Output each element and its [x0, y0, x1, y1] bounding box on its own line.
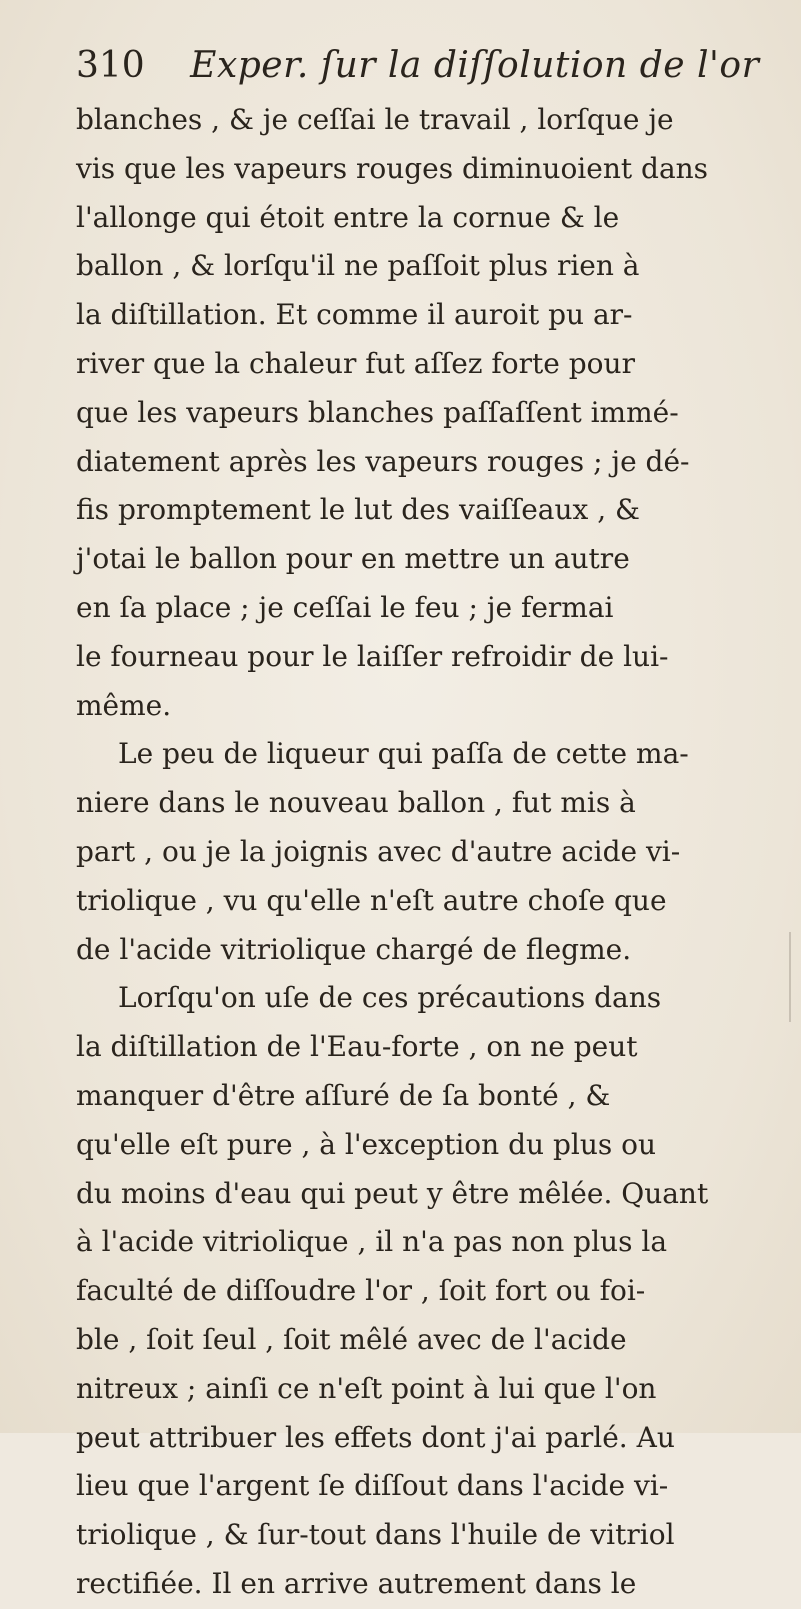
text-line: ble , ſoit ſeul , ſoit mêlé avec de l'acide — [76, 1322, 627, 1356]
text-line: niere dans le nouveau ballon , fut mis à — [76, 786, 636, 820]
text-line: que les vapeurs blanches paſſaſſent immé- — [76, 395, 679, 429]
body-text — [76, 96, 796, 1609]
text-line: ballon , & lorſqu'il ne paſſoit plus rien à — [76, 249, 640, 283]
text-line: lieu que l'argent ſe diſſout dans l'acide vi- — [76, 1469, 669, 1503]
text-line: l'allonge qui étoit entre la cornue & le — [76, 200, 620, 234]
text-line: à l'acide vitriolique , il n'a pas non plus la — [76, 1225, 668, 1259]
text-line: faculté de diſſoudre l'or , ſoit fort ou foi- — [76, 1274, 646, 1308]
text-line: peut attribuer les effets dont j'ai parlé. Au — [76, 1420, 675, 1454]
page-number: 310 — [76, 45, 145, 86]
text-line: blanches , & je ceſſai le travail , lorſque je — [76, 103, 674, 136]
text-line: triolique , vu qu'elle n'eſt autre choſe que — [76, 883, 667, 917]
text-line: de l'acide vitriolique chargé de flegme. — [76, 932, 632, 966]
text-line: du moins d'eau qui peut y être mêlée. Quant — [76, 1176, 709, 1210]
page-header — [76, 40, 760, 92]
text-line: river que la chaleur fut aſſez forte pour — [76, 346, 635, 380]
text-line: le fourneau pour le laiſſer refroidir de lui- — [76, 639, 669, 673]
text-line: triolique , & ſur-tout dans l'huile de vitriol — [76, 1518, 675, 1552]
text-line: rectifiée. Il en arrive autrement dans le — [76, 1566, 637, 1600]
text-line: manquer d'être aſſuré de ſa bonté , & — [76, 1078, 611, 1112]
text-line: vis que les vapeurs rouges diminuoient dans — [76, 151, 709, 185]
text-line: même. — [76, 688, 172, 722]
text-line: diatement après les vapeurs rouges ; je dé- — [76, 444, 690, 478]
paragraph-start-line: Lorſqu'on uſe de ces précautions dans — [118, 981, 662, 1015]
page-edge-mark — [789, 932, 791, 1022]
paragraph-start-line: Le peu de liqueur qui paſſa de cette ma- — [118, 737, 689, 771]
text-line: la diſtillation. Et comme il auroit pu ar- — [76, 298, 633, 332]
text-line: part , ou je la joignis avec d'autre acide vi- — [76, 834, 681, 868]
text-line: en ſa place ; je ceſſai le feu ; je fermai — [76, 590, 614, 624]
running-title: Exper. ſur la diſſolution de l'or — [190, 45, 760, 86]
text-line: nitreux ; ainſi ce n'eſt point à lui que l'on — [76, 1371, 657, 1405]
text-line: fis promptement le lut des vaiſſeaux , & — [76, 493, 640, 527]
text-line: qu'elle eſt pure , à l'exception du plus ou — [76, 1127, 657, 1161]
text-line: j'otai le ballon pour en mettre un autre — [76, 542, 630, 576]
text-line: la diſtillation de l'Eau-forte , on ne peut — [76, 1030, 638, 1064]
